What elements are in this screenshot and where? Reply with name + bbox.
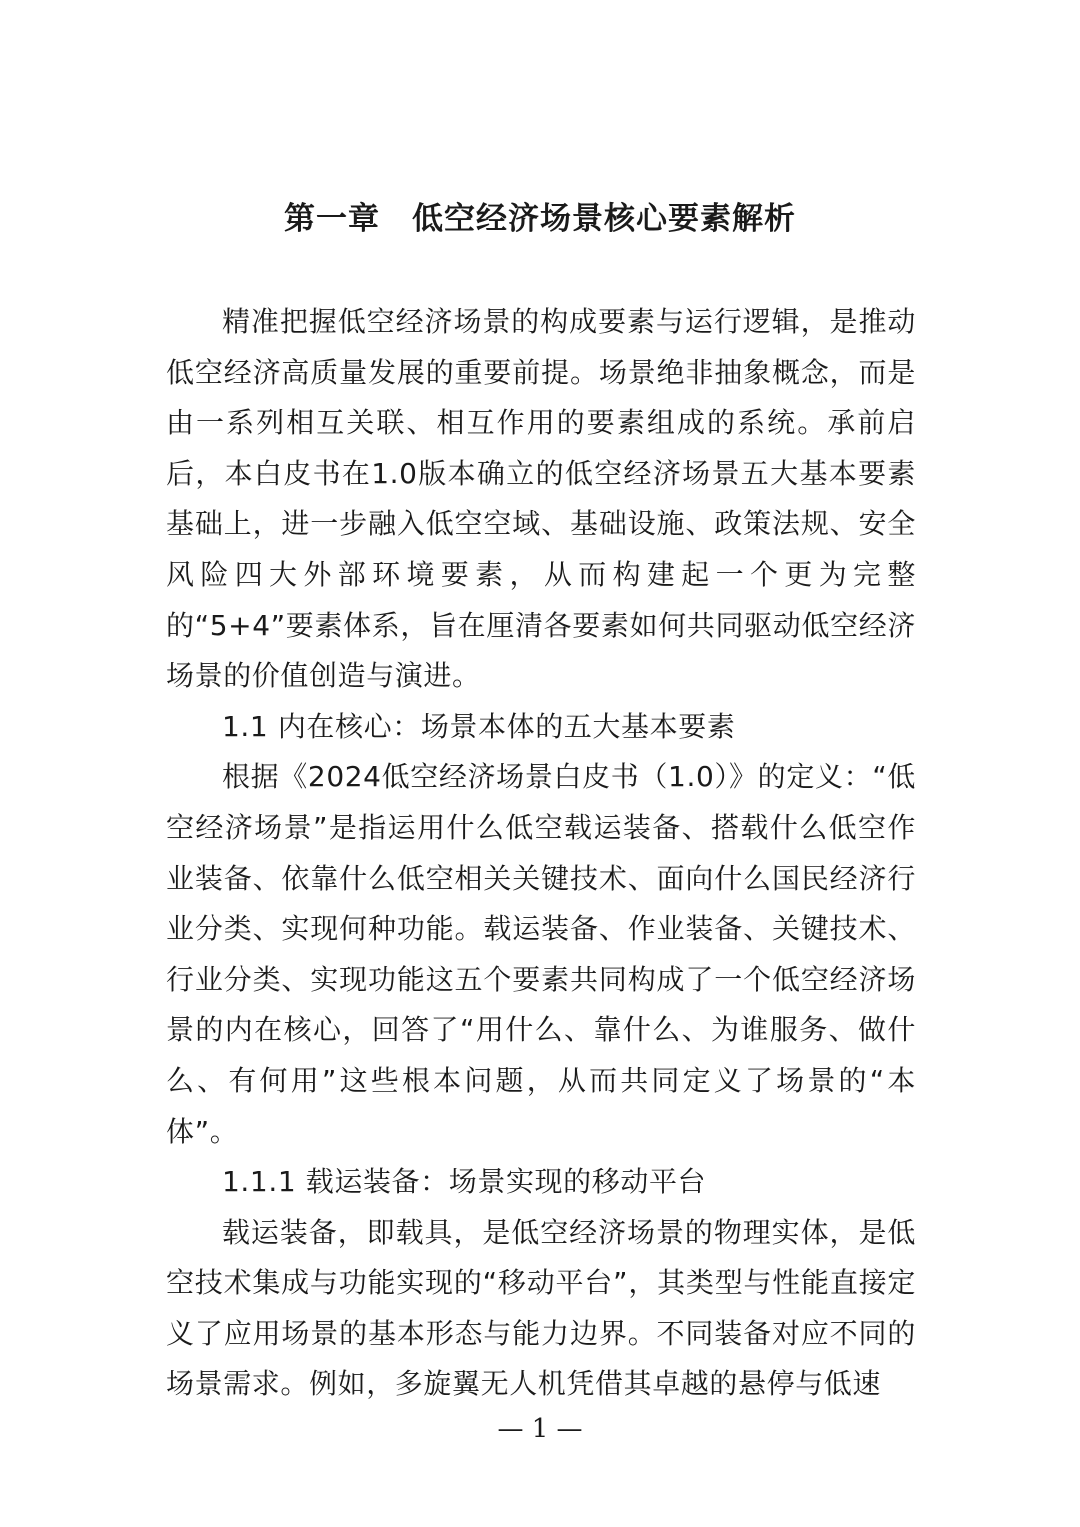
paragraph-definition: 根据《2024低空经济场景白皮书（1.0）》的定义：“低空经济场景”是指运用什么低空载运装备、搭载什么低空作业装备、依靠什么低空相关关键技术、面向什么国民经济行业分类、实现何种功能。载运装备、作业装备、关键技术、行业分类、实现功能这五个要素共同构成了一个低空经济场景的内在核心，回答了“用什么、靠什么、为谁服务、做什么、有何用”这些根本问题，从而共同定义了场景的“本体”。 [166, 760, 916, 1148]
page-number: — 1 — [497, 1414, 583, 1444]
paragraph-carrier-equipment: 载运装备，即载具，是低空经济场景的物理实体，是低空技术集成与功能实现的“移动平台”，其类型与性能直接定义了应用场景的基本形态与能力边界。不同装备对应不同的场景需求。例如，多旋翼无人机凭借其卓越的悬停与低速 [166, 1215, 916, 1401]
paragraph-intro: 精准把握低空经济场景的构成要素与运行逻辑，是推动低空经济高质量发展的重要前提。场景绝非抽象概念，而是由一系列相互关联、相互作用的要素组成的系统。承前启后，本白皮书在1.0版本确立的低空经济场景五大基本要素基础上，进一步融入低空空域、基础设施、政策法规、安全风险四大外部环境要素，从而构建起一个更为完整的“5+4”要素体系，旨在厘清各要素如何共同驱动低空经济场景的价值创造与演进。 [166, 305, 916, 693]
section-heading-1-1-1: 1.1.1 载运装备：场景实现的移动平台 [222, 1165, 707, 1199]
chapter-title: 第一章 低空经济场景核心要素解析 [284, 201, 796, 237]
document-body [166, 297, 916, 1410]
section-heading-1-1: 1.1 内在核心：场景本体的五大基本要素 [222, 709, 736, 743]
